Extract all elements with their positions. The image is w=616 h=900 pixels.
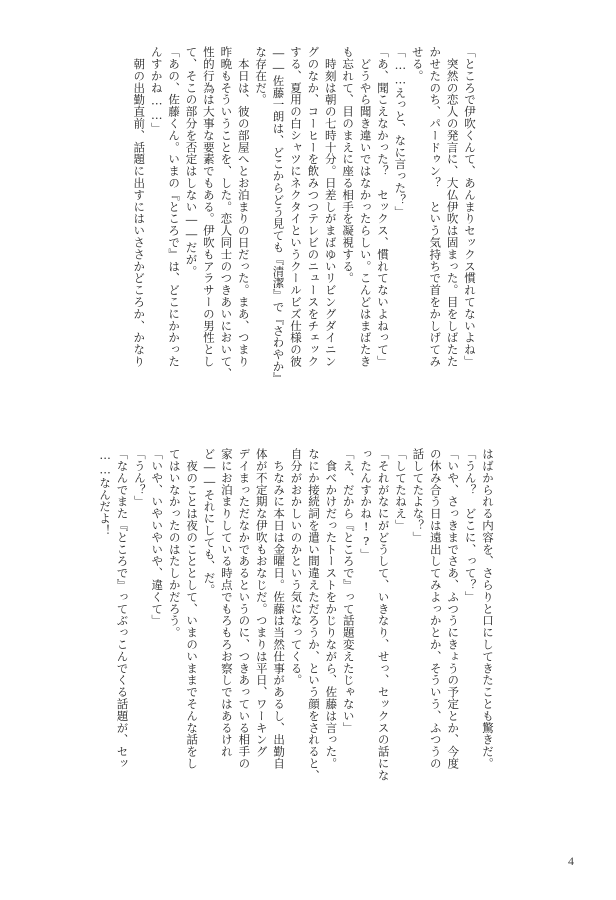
text-line: 「あ、聞こえなかった？ セックス、慣れてないよねって」 bbox=[375, 46, 390, 368]
text-line: 突然の恋人の発言に、大仏伊吹は固まった。目をしばたた bbox=[445, 46, 460, 368]
text-line: 「なんでまた『ところで』ってぶっこんでくる話題が、セッ bbox=[115, 448, 130, 770]
text-line: 「え、だから『ところで』って話題変えたじゃない」 bbox=[341, 448, 356, 734]
text-line: の休み合う日は遠出してみよっかとか、そういう、ふつうの bbox=[428, 448, 443, 770]
text-line: ちなみに本日は金曜日。佐藤は当然仕事があるし、出勤自 bbox=[272, 448, 287, 770]
text-line: 「いや、いやいやいや、違くて」 bbox=[150, 448, 165, 627]
text-line: する、夏用の白シャツにネクタイというクールビズ仕様の彼 bbox=[288, 46, 303, 368]
text-line: ったんすかね!?」 bbox=[359, 448, 374, 561]
text-line: 夜のことは夜のこととして、いまのいままでそんな話をし bbox=[185, 448, 200, 770]
text-block-upper bbox=[78, 46, 478, 406]
text-line: かせたのち、パードゥン？ という気持ちで首をかしげてみ bbox=[428, 46, 443, 368]
text-line: どうやら聞き違いではなかったらしい。こんどはまばたき bbox=[358, 46, 373, 368]
text-line: ……なんだよ！ bbox=[98, 448, 113, 537]
text-line: 「うん？」 bbox=[132, 448, 147, 508]
text-line: 本日は、彼の部屋へとお泊まりの日だった。まあ、つまり bbox=[236, 46, 251, 368]
text-line: 「……えっと、なに言った？」 bbox=[393, 46, 408, 218]
text-line: せる。 bbox=[410, 46, 425, 82]
text-line: 「ところで伊吹くんて、あんまりセックス慣れてないよね」 bbox=[463, 46, 477, 368]
text-line: 「してたねえ」 bbox=[393, 448, 408, 532]
text-line: 「うん？ どこに、って？」 bbox=[463, 448, 478, 603]
text-line: 「いや、さっきまでさあ、ふつうにきょうの予定とか、今度 bbox=[446, 448, 461, 770]
text-line: 朝の出勤直前、話題に出すにはいささかどころか、かなり bbox=[132, 46, 147, 368]
text-line: ――佐藤一朗は、どこからどう見ても『清潔』で『さわやか』 bbox=[271, 46, 286, 385]
text-line: なにか接続詞を遣い間違えただろうか、という顔をされると、 bbox=[306, 448, 321, 782]
text-line: グのなか、コーヒーを飲みつつテレビのニュースをチェック bbox=[306, 46, 321, 368]
text-line: な存在だ。 bbox=[254, 46, 269, 106]
text-line: 家にお泊まりしている時点でもろもろお察しではあるけれ bbox=[219, 448, 234, 758]
page-number: 4 bbox=[568, 854, 574, 868]
text-line: はばかられる内容を、さらりと口にしてきたことも驚きだ。 bbox=[481, 448, 495, 770]
text-line: 自分がおかしいのかという気になってくる。 bbox=[289, 448, 304, 686]
text-line: 「あの、佐藤くん。いまの『ところで』は、どこにかかった bbox=[167, 46, 182, 368]
text-line: 話してたよな？」 bbox=[411, 448, 426, 544]
text-line: ど――それにしても、だ。 bbox=[202, 448, 217, 596]
text-line: も忘れて、目のまえに座る相手を凝視する。 bbox=[341, 46, 356, 284]
text-line: 食べかけだったトーストをかじりながら、佐藤は言った。 bbox=[324, 448, 339, 770]
text-line: んすかね……」 bbox=[149, 46, 164, 135]
text-line: てはいなかったのはたしかだろう。 bbox=[167, 448, 182, 639]
text-block-lower bbox=[58, 448, 496, 800]
text-line: 昨晩もそういうことを、した。恋人同士のつきあいにおいて、 bbox=[219, 46, 234, 380]
text-line: デイまっただなかであるというのに、つきあっている相手の bbox=[237, 448, 252, 770]
text-line: 「それがなにがどうして、いきなり、せっ、セックスの話にな bbox=[376, 448, 391, 782]
text-line: 体が不定期な伊吹もおなじだ。つまりは平日、ワーキング bbox=[254, 448, 269, 758]
text-line: て、そこの部分を否定はしない――だが。 bbox=[184, 46, 199, 278]
text-line: 性的行為は大事な要素でもある。伊吹もアラサーの男性とし bbox=[201, 46, 216, 368]
text-line: 時刻は朝の七時十分。日差しがまばゆいリビングダイニン bbox=[323, 46, 338, 368]
